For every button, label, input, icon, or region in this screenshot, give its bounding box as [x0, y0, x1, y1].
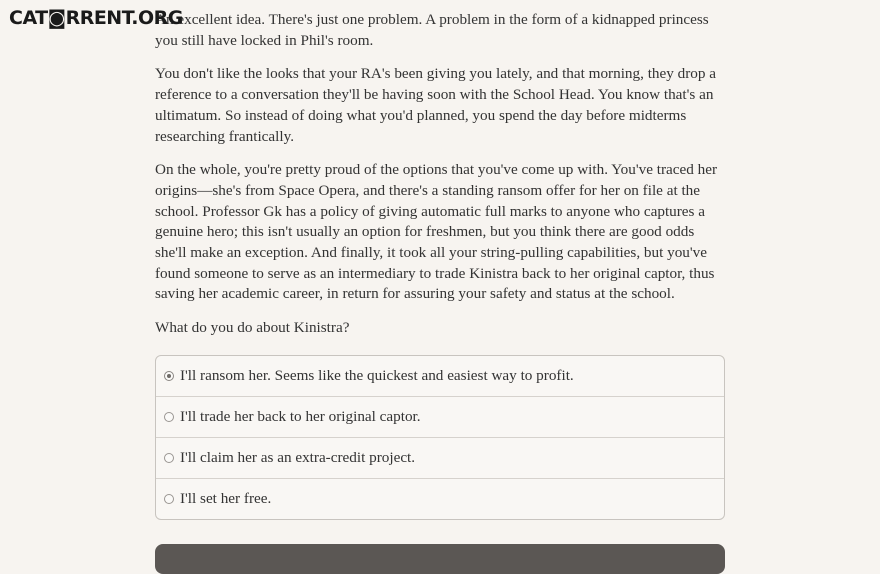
choice-set-free[interactable] [156, 479, 724, 519]
choice-label: I'll ransom her. Seems like the quickest and easiest way to profit. [180, 366, 574, 384]
next-button[interactable] [155, 544, 725, 574]
choice-label: I'll trade her back to her original captor. [180, 407, 421, 425]
choice-label: I'll set her free. [180, 489, 272, 507]
radio-icon[interactable] [164, 412, 174, 422]
radio-icon[interactable] [164, 453, 174, 463]
radio-selected-icon[interactable] [164, 371, 174, 381]
story-paragraph: You don't like the looks that your RA's been giving you lately, and that morning, they drop a reference to a conversation they'll be having soon with the School Head. You know that's an ultimatum. So instead of doing what you'd planned, you spend the day before midterms researching frantically. [155, 65, 717, 145]
choice-label: I'll claim her as an extra-credit project. [180, 448, 416, 466]
choice-question: What do you do about Kinistra? [155, 319, 350, 337]
choice-list [155, 355, 725, 520]
choice-extra-credit[interactable] [156, 438, 724, 479]
choice-trade-back[interactable] [156, 397, 724, 438]
story-paragraph: On the whole, you're pretty proud of the options that you've come up with. You've traced her origins—she's from Space Opera, and there's a standing ransom offer for her on file at the school. Professor Gk has a policy of giving automatic full marks to anyone who captures a genuine hero; this isn't usually an option for freshmen, but you think there are good odds she'll make an exception. And finally, it took all your string-pulling capabilities, but you've found someone to serve as an intermediary to trade Kinistra back to her original captor, thus saving her academic career, in return for assuring your safety and status at the school. [155, 161, 718, 303]
choice-ransom[interactable] [156, 356, 724, 397]
watermark-logo: CAT◙RRENT.ORG [9, 7, 183, 29]
story-content [155, 10, 725, 520]
story-paragraph: An excellent idea. There's just one problem. A problem in the form of a kidnapped princess you still have locked in Phil's room. [155, 11, 709, 49]
radio-icon[interactable] [164, 494, 174, 504]
